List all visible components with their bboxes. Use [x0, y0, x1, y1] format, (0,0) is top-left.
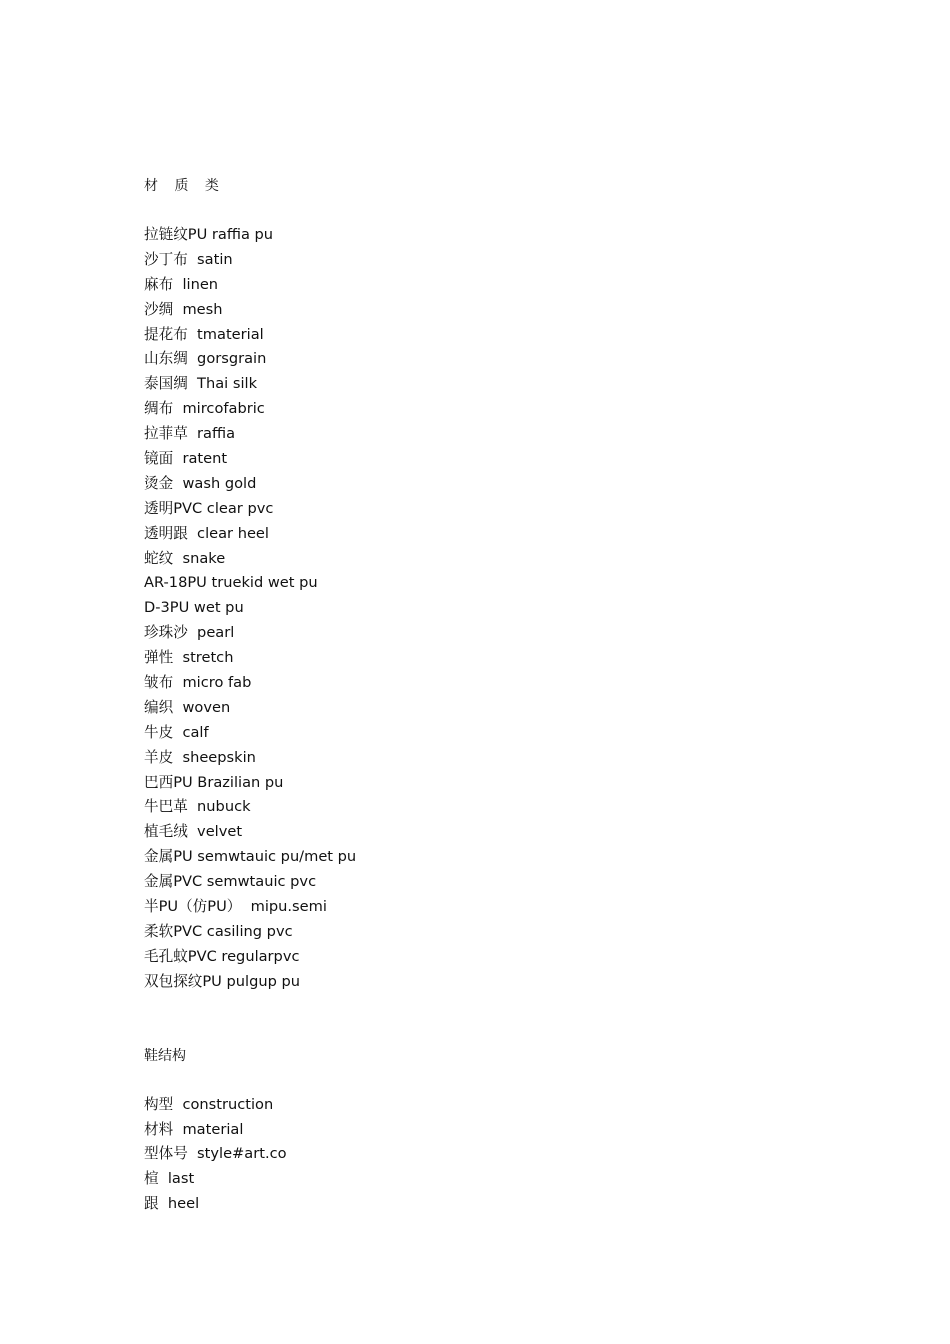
list-item: 皱布 micro fab — [144, 674, 252, 692]
list-item: 半PU（仿PU） mipu.semi — [144, 898, 327, 916]
list-item: 跟 heel — [144, 1195, 200, 1213]
list-item: 沙丁布 satin — [144, 250, 233, 268]
list-item: 金属PU semwtauic pu/met pu — [144, 848, 357, 866]
list-item: 双包探纹PU pulgup pu — [144, 972, 300, 990]
list-item: 镜面 ratent — [144, 450, 228, 468]
list-item: 烫金 wash gold — [144, 474, 257, 492]
list-item: 楦 last — [144, 1170, 195, 1188]
list-item: 蛇纹 snake — [144, 549, 226, 567]
list-item: 泰国绸 Thai silk — [144, 375, 258, 393]
list-item: 型体号 style#art.co — [144, 1145, 287, 1163]
list-item: 羊皮 sheepskin — [144, 748, 256, 766]
list-item: 透明PVC clear pvc — [144, 499, 274, 517]
list-item: 金属PVC semwtauic pvc — [144, 873, 317, 891]
list-item: 牛巴革 nubuck — [144, 798, 251, 816]
list-item: 绸布 mircofabric — [144, 400, 265, 418]
list-item: 巴西PU Brazilian pu — [144, 773, 284, 791]
list-item: 柔软PVC casiling pvc — [144, 922, 293, 940]
list-item: D-3PU wet pu — [144, 599, 244, 617]
list-item: 材料 material — [144, 1120, 244, 1138]
list-item: 编织 woven — [144, 698, 231, 716]
materials-list — [144, 223, 844, 995]
list-item: 拉链纹PU raffia pu — [144, 226, 274, 243]
section-heading-materials: 材 质 类 — [144, 178, 225, 194]
list-item: 拉菲草 raffia — [144, 425, 236, 443]
list-item: 牛皮 calf — [144, 723, 209, 741]
list-item: 沙绸 mesh — [144, 300, 223, 318]
list-item: 透明跟 clear heel — [144, 524, 269, 542]
list-item: 植毛绒 velvet — [144, 823, 243, 841]
list-item: 构型 construction — [144, 1095, 274, 1113]
list-item: 麻布 linen — [144, 275, 219, 293]
list-item: 珍珠沙 pearl — [144, 624, 235, 642]
list-item: 弹性 stretch — [144, 649, 234, 667]
structure-list — [144, 1093, 844, 1217]
list-item: AR-18PU truekid wet pu — [144, 574, 318, 592]
document-page — [144, 174, 844, 1217]
list-item: 提花布 tmaterial — [144, 325, 264, 343]
list-item: 毛孔蚊PVC regularpvc — [144, 947, 300, 965]
list-item: 山东绸 gorsgrain — [144, 350, 267, 368]
section-heading-shoe-structure: 鞋结构 — [144, 1047, 186, 1064]
